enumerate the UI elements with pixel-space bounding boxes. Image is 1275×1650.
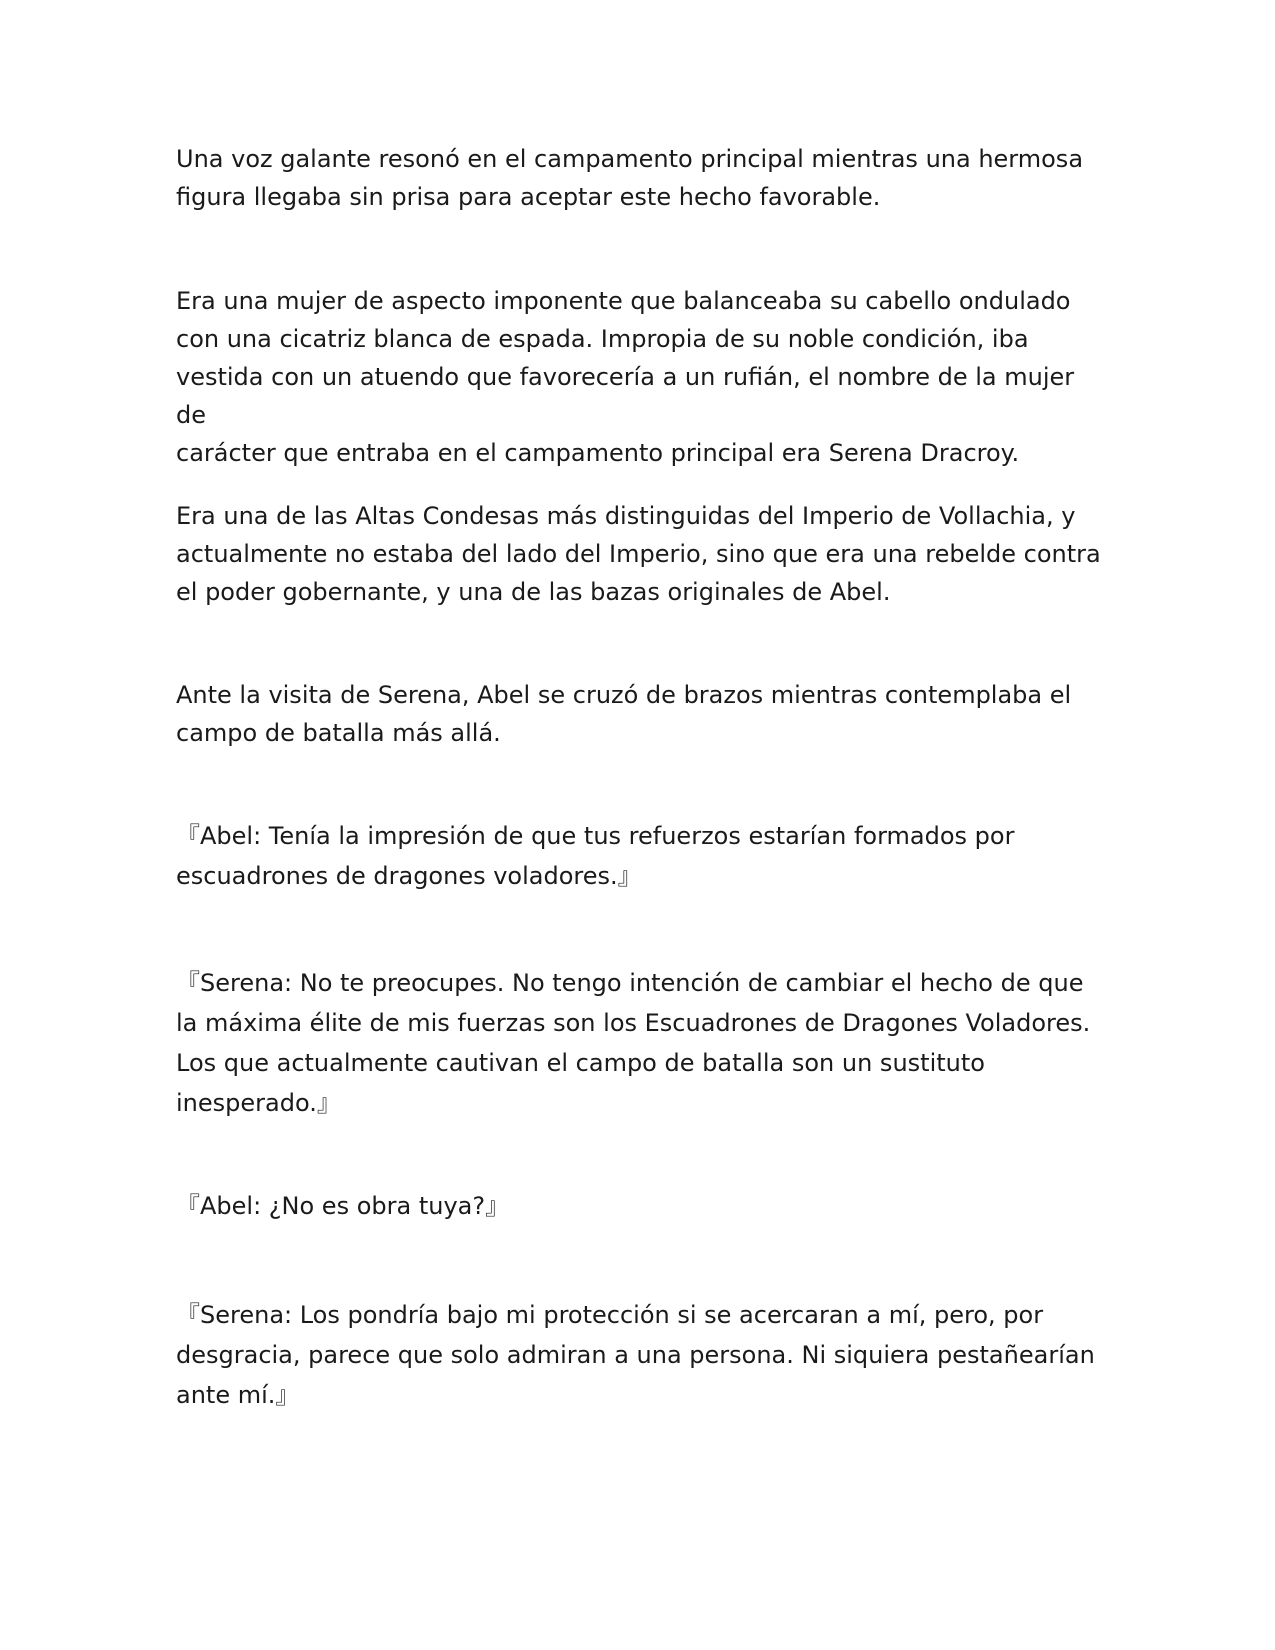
dialogue-serena-protection: 『Serena: Los pondría bajo mi protección si se acercaran a mí, pero, por desgracia, parece que solo admiran a una persona. Ni siquiera pestañearían ante mí.』 <box>176 1301 1095 1409</box>
dialogue-abel-question: 『Abel: ¿No es obra tuya?』 <box>176 1192 510 1220</box>
dialogue-serena-elite: 『Serena: No te preocupes. No tengo intención de cambiar el hecho de que la máxima élite de mis fuerzas son los Escuadrones de Dragones Voladores. Los que actualmente cautivan el campo de batalla son un sustituto inesperado.』 <box>176 969 1091 1117</box>
paragraph-serena-description: Era una mujer de aspecto imponente que balanceaba su cabello ondulado con una cicatriz blanca de espada. Impropia de su noble condición, iba vestida con un atuendo que favorecería a un rufián, el nombre de la mujer de carácter que entraba en el campamento principal era Serena Dracroy. <box>176 287 1075 467</box>
paragraph-abel-arms-crossed: Ante la visita de Serena, Abel se cruzó de brazos mientras contemplaba el campo de batalla más allá. <box>176 681 1072 747</box>
dialogue-abel-reinforcements: 『Abel: Tenía la impresión de que tus refuerzos estarían formados por escuadrones de dragones voladores.』 <box>176 822 1015 890</box>
paragraph-high-countess: Era una de las Altas Condesas más distinguidas del Imperio de Vollachia, y actualmente no estaba del lado del Imperio, sino que era una rebelde contra el poder gobernante, y una de las bazas originales de Abel. <box>176 502 1101 606</box>
paragraph-arrival: Una voz galante resonó en el campamento principal mientras una hermosa figura llegaba sin prisa para aceptar este hecho favorable. <box>176 145 1084 211</box>
